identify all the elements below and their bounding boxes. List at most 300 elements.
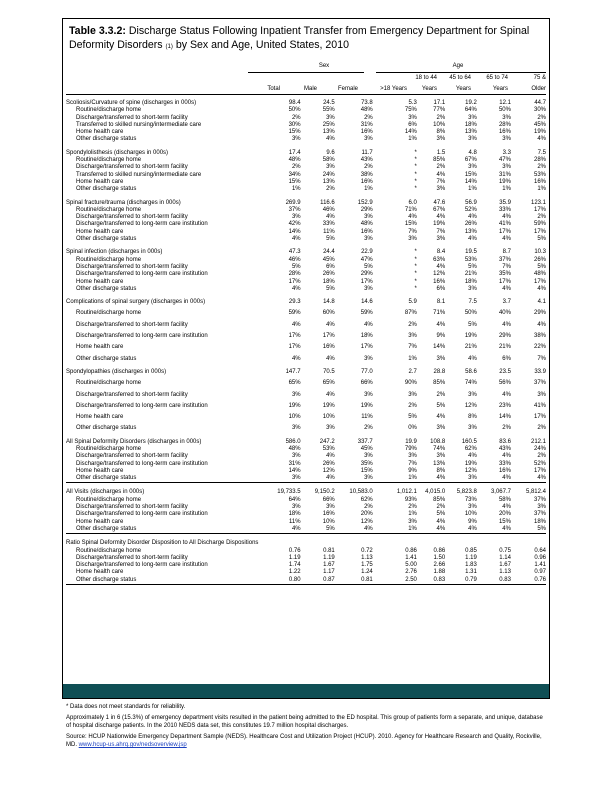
table-row <box>66 453 546 460</box>
cell-value: 6.0 <box>408 199 417 206</box>
table-row <box>66 115 546 122</box>
cell-value: 7% <box>408 228 417 235</box>
row-label: Home health care <box>76 518 124 525</box>
cell-value: 4% <box>258 526 300 534</box>
cell-value: 3% <box>326 164 335 171</box>
cell-value: 19.9 <box>405 438 417 445</box>
table-row <box>66 555 546 562</box>
cell-value: 4% <box>502 285 511 292</box>
cell-value: 4% <box>436 171 446 178</box>
cell-value: 8.4 <box>436 249 446 256</box>
row-label: Routine/discharge home <box>76 445 142 452</box>
cell-value: 48% <box>360 221 373 228</box>
cell-value <box>373 540 417 547</box>
cell-value: 1% <box>291 186 301 193</box>
cell-value: 0.76 <box>288 547 301 554</box>
cell-value: 12% <box>464 467 477 474</box>
cell-value: 18% <box>533 518 546 525</box>
cell-value: 24.4 <box>323 249 335 256</box>
cell-value: 3% <box>468 114 477 121</box>
cell-value: 48% <box>533 271 546 278</box>
cell-value: 14.8 <box>323 299 335 306</box>
row-label: Transferred to skilled nursing/intermediate care <box>76 171 202 178</box>
cell-value: 2% <box>364 114 373 121</box>
cell-value: 29% <box>360 271 373 278</box>
cell-value: 1.24 <box>361 569 373 576</box>
cell-value: 2% <box>291 164 301 171</box>
cell-value: 17% <box>360 278 373 285</box>
cell-value: 4% <box>291 321 301 328</box>
cell-value: 7.5 <box>468 299 477 306</box>
cell-value: 33.9 <box>534 368 546 375</box>
cell-value: 3% <box>436 425 446 432</box>
column-header-line2: Total <box>267 86 280 92</box>
cell-value: 4% <box>477 526 511 534</box>
row-label: Other discharge status <box>66 526 258 534</box>
cell-value: 1.41 <box>405 554 417 561</box>
cell-value: 85% <box>433 496 446 503</box>
cell-value: 43% <box>498 445 511 452</box>
cell-value: 147.7 <box>285 368 301 375</box>
cell-value: 48% <box>360 107 373 114</box>
cell-value: 7% <box>502 263 511 270</box>
cell-value: 4% <box>364 321 373 328</box>
cell-value: 28% <box>533 157 546 164</box>
cell-value: 337.7 <box>357 438 373 445</box>
cell-value: 28% <box>498 121 511 128</box>
cell-value: 2% <box>537 164 546 171</box>
table-row <box>66 310 546 317</box>
cell-value: 35% <box>360 460 373 467</box>
cell-value: 52% <box>464 206 477 213</box>
title-text-2: by Sex and Age, United States, 2010 <box>172 39 349 51</box>
cell-value: 2% <box>291 114 301 121</box>
table-row <box>66 264 546 271</box>
cell-value: 50% <box>498 107 511 114</box>
section-header-row <box>66 439 546 446</box>
section-title: Spinal fracture/trauma (discharges in 000s) <box>66 199 181 206</box>
cell-value: 62% <box>360 496 373 503</box>
cell-value: 46% <box>322 206 335 213</box>
cell-value: 0.64 <box>534 547 546 554</box>
row-label: Discharge/transferred to short-term facility <box>76 504 188 511</box>
row-label: Discharge/transferred to long-term care institution <box>76 562 208 569</box>
cell-value: 60% <box>322 310 335 317</box>
cell-value: 152.9 <box>357 199 373 206</box>
cell-value: 4% <box>468 236 477 243</box>
table-row <box>66 122 546 129</box>
cell-value: 19,733.5 <box>277 489 301 496</box>
cell-value: * <box>414 157 417 164</box>
cell-value: 4% <box>417 475 445 483</box>
header-rule <box>66 94 546 95</box>
cell-value: 9% <box>436 333 446 340</box>
row-label: Routine/discharge home <box>76 206 142 213</box>
column-header-line1: 18 to 44 <box>415 75 437 81</box>
cell-value: 4% <box>291 236 301 243</box>
section-title: Spinal infection (discharges in 000s) <box>66 249 163 256</box>
cell-value: 47.6 <box>433 199 446 206</box>
cell-value: 16% <box>322 511 335 518</box>
cell-value: 4% <box>511 475 546 483</box>
cell-value: 11% <box>323 228 335 235</box>
table-row <box>66 356 546 363</box>
cell-value: 19% <box>498 178 511 185</box>
cell-value: 0.85 <box>465 547 477 554</box>
row-label: Discharge/transferred to short-term facility <box>76 164 188 171</box>
table-number: Table 3.3.2: <box>69 25 126 37</box>
cell-value: 29% <box>498 333 511 340</box>
cell-value: 20% <box>360 511 373 518</box>
cell-value: 2% <box>364 425 373 432</box>
cell-value: 3% <box>364 453 373 460</box>
row-label: Other discharge status <box>66 577 258 585</box>
cell-value: 17% <box>533 206 546 213</box>
cell-value: 59% <box>288 310 301 317</box>
cell-value: 19% <box>533 129 546 136</box>
cell-value: 0.72 <box>361 547 373 554</box>
cell-value: 4% <box>326 136 335 143</box>
cell-value: 4% <box>436 214 446 221</box>
table-row <box>66 257 546 264</box>
title-note: (1) <box>165 44 173 50</box>
row-label: Other discharge status <box>76 136 137 143</box>
row-label: Discharge/transferred to long-term care institution <box>76 271 208 278</box>
table-row <box>66 207 546 214</box>
cell-value: 160.5 <box>461 438 477 445</box>
row-label: Discharge/transferred to long-term care institution <box>76 221 208 228</box>
cell-value: 64% <box>288 496 301 503</box>
cell-value: 5% <box>436 511 446 518</box>
cell-value: 10% <box>464 511 477 518</box>
reliability-note: * Data does not meet standards for reliability. <box>66 704 186 710</box>
cell-value: 4% <box>326 391 335 398</box>
cell-value: 12.1 <box>499 100 511 106</box>
table-row <box>66 526 546 534</box>
cell-value: 0.96 <box>534 554 546 561</box>
table-row <box>66 157 546 164</box>
cell-value: 37% <box>533 380 546 387</box>
table-row <box>66 271 546 278</box>
title-text: Discharge Status Following Inpatient Transfer from Emergency Department for Spinal Deformity Disorders <box>69 25 530 51</box>
cell-value: 20% <box>498 511 511 518</box>
cell-value: 23.5 <box>499 368 511 375</box>
cell-value: 4% <box>408 214 417 221</box>
cell-value: 45% <box>533 121 546 128</box>
cell-value: 41% <box>533 402 546 409</box>
cell-value: 15% <box>288 129 301 136</box>
cell-value: * <box>414 249 417 256</box>
row-label: Home health care <box>76 344 124 351</box>
row-label: Discharge/transferred to short-term facility <box>76 453 188 460</box>
column-header-line1: 45 to 64 <box>449 75 471 81</box>
cell-value: 4% <box>468 355 477 362</box>
row-label: Discharge/transferred to short-term facility <box>76 554 188 561</box>
cell-value: 3% <box>436 136 446 143</box>
cell-value: 3% <box>436 186 446 193</box>
row-label: Other discharge status <box>76 236 137 243</box>
cell-value: 4% <box>502 214 511 221</box>
table-row <box>66 333 546 340</box>
cell-value: 6% <box>436 285 446 292</box>
cell-value: 2% <box>364 504 373 511</box>
cell-value: 1.19 <box>288 554 301 561</box>
cell-value: 19% <box>464 460 477 467</box>
approx-note: Approximately 1 in 6 (15.3%) of emergency department visits resulted in the patient being admitted to the ED hospital. This group of patients form a separate, and unique, database of hospital discharge patients. In the 2010 NEDS data set, this constitutes 19.7 million hospital discharges. <box>66 715 543 729</box>
cell-value: 4% <box>291 355 301 362</box>
section-header-row <box>66 540 546 547</box>
cell-value: 26% <box>322 271 335 278</box>
cell-value: 17% <box>533 414 546 421</box>
cell-value: 1% <box>364 186 373 193</box>
age-group-header: Age <box>452 63 464 69</box>
cell-value: 12% <box>464 402 477 409</box>
cell-value: 33% <box>322 221 335 228</box>
cell-value: 3% <box>326 504 335 511</box>
cell-value: 16% <box>498 467 511 474</box>
column-header-line2: >18 Years <box>380 86 407 92</box>
cell-value: 1.67 <box>323 562 335 569</box>
cell-value: 1.67 <box>499 562 511 569</box>
cell-value: 3% <box>408 333 417 340</box>
cell-value: 47% <box>498 157 511 164</box>
cell-value: 1.22 <box>288 569 301 576</box>
table-row <box>66 279 546 286</box>
cell-value: * <box>414 149 417 156</box>
cell-value: 2% <box>537 425 546 432</box>
cell-value: 85% <box>433 157 446 164</box>
cell-value: 7% <box>436 178 446 185</box>
cell-value: 18% <box>322 278 335 285</box>
page-title <box>69 24 539 54</box>
cell-value: 26% <box>464 221 477 228</box>
section-header-row <box>66 249 546 256</box>
table-row <box>66 414 546 421</box>
cell-value: 3% <box>502 114 511 121</box>
cell-value: 1.5 <box>436 149 446 156</box>
cell-value: 7% <box>537 355 546 362</box>
cell-value: 9% <box>468 518 477 525</box>
cell-value: 18% <box>464 278 477 285</box>
cell-value: 3% <box>468 425 477 432</box>
table-row <box>66 548 546 555</box>
cell-value: 2% <box>537 453 546 460</box>
section-title: Complications of spinal surgery (discharges in 000s) <box>66 299 206 306</box>
cell-value: 5% <box>301 526 335 534</box>
cell-value: 71% <box>433 310 446 317</box>
cell-value: 13% <box>322 178 335 185</box>
cell-value: 0.83 <box>477 577 511 585</box>
cell-value: 1.88 <box>433 569 446 576</box>
row-label: Other discharge status <box>66 475 258 483</box>
cell-value: 11% <box>289 518 301 525</box>
cell-value: 4% <box>326 355 335 362</box>
cell-value: 30% <box>288 121 301 128</box>
cell-value: 4% <box>445 526 477 534</box>
cell-value: 5% <box>468 321 477 328</box>
cell-value: 108.8 <box>430 438 446 445</box>
cell-value: 7.5 <box>537 149 546 156</box>
cell-value: 37% <box>498 256 511 263</box>
cell-value: 56% <box>498 380 511 387</box>
cell-value: 2% <box>502 425 511 432</box>
source-text: Source: HCUP Nationwide Emergency Department Sample (NEDS). Healthcare Cost and Utilization Project (HCUP). 2010. Agency for Healthcare Research and Quality, Rockville, MD. <box>66 734 542 748</box>
cell-value: 4% <box>335 526 373 534</box>
cell-value: 13% <box>464 129 477 136</box>
section-title: Ratio Spinal Deformity Disorder Disposition to All Discharge Dispositions <box>66 540 259 547</box>
cell-value: 29.3 <box>288 299 301 306</box>
cell-value: 4.8 <box>468 149 477 156</box>
cell-value: 247.2 <box>319 438 335 445</box>
row-label: Transferred to skilled nursing/intermediate care <box>76 121 202 128</box>
cell-value: 87% <box>404 310 417 317</box>
cell-value: 59% <box>533 221 546 228</box>
age-group-rule <box>376 72 546 73</box>
cell-value: 19% <box>288 402 301 409</box>
cell-value: 1.83 <box>465 562 477 569</box>
cell-value: 14.6 <box>361 299 373 306</box>
cell-value: 5% <box>408 414 417 421</box>
cell-value: 1.19 <box>323 554 335 561</box>
cell-value: 0.75 <box>499 547 511 554</box>
cell-value: 3% <box>502 164 511 171</box>
cell-value: 2% <box>436 114 446 121</box>
section-header-row <box>66 200 546 207</box>
row-label: Home health care <box>76 228 124 235</box>
cell-value: 4% <box>326 453 335 460</box>
cell-value: * <box>414 263 417 270</box>
accent-bar <box>63 684 549 698</box>
cell-value: 3% <box>364 236 373 243</box>
cell-value: 26% <box>322 460 335 467</box>
source-link[interactable]: www.hcup-us.ahrq.gov/nedsoverview.jsp <box>78 742 187 748</box>
section-title: All Visits (discharges in 000s) <box>66 489 145 496</box>
cell-value: 5.3 <box>408 100 417 106</box>
cell-value: 16% <box>322 344 335 351</box>
cell-value: 4% <box>436 263 446 270</box>
cell-value: 34% <box>288 171 301 178</box>
cell-value: 3% <box>537 391 546 398</box>
cell-value: 1% <box>373 475 417 483</box>
cell-value: 8% <box>468 414 477 421</box>
cell-value: 1,012.1 <box>396 489 417 496</box>
cell-value: 19% <box>433 221 446 228</box>
cell-value: 7% <box>408 460 417 467</box>
cell-value: 3% <box>364 136 373 143</box>
cell-value: 9.6 <box>326 149 335 156</box>
row-label: Home health care <box>76 129 124 136</box>
cell-value: 3% <box>502 136 511 143</box>
cell-value: 0.81 <box>335 577 373 585</box>
cell-value: 21% <box>498 344 511 351</box>
row-label: Routine/discharge home <box>76 310 142 317</box>
cell-value: 4% <box>326 214 335 221</box>
cell-value: 0.86 <box>433 547 446 554</box>
cell-value: 4% <box>436 321 446 328</box>
section-title: Spondylolisthesis (discharges in 000s) <box>66 149 169 156</box>
cell-value: 3.7 <box>502 299 511 306</box>
cell-value: 14% <box>498 414 511 421</box>
table-row <box>66 129 546 136</box>
cell-value: 75% <box>404 107 417 114</box>
cell-value: 77.0 <box>361 368 373 375</box>
cell-value: 10% <box>433 121 446 128</box>
section-title: Spondylopathies (discharges in 000s) <box>66 368 167 375</box>
cell-value <box>258 540 300 547</box>
cell-value: 0.87 <box>301 577 335 585</box>
cell-value: 0.86 <box>405 547 417 554</box>
cell-value: 14% <box>404 129 417 136</box>
cell-value: 11.7 <box>361 149 373 156</box>
row-label: Routine/discharge home <box>76 380 142 387</box>
cell-value: 3% <box>291 425 301 432</box>
cell-value: 4% <box>537 136 546 143</box>
cell-value: 3% <box>537 504 546 511</box>
cell-value: 3% <box>258 475 300 483</box>
cell-value: 8% <box>436 129 446 136</box>
cell-value: 4.1 <box>537 299 546 306</box>
cell-value: 4% <box>326 321 335 328</box>
cell-value: 21% <box>464 344 477 351</box>
cell-value: 22.9 <box>361 249 373 256</box>
cell-value: 1.31 <box>465 569 477 576</box>
cell-value: 38% <box>533 333 546 340</box>
column-header-line2: Male <box>303 86 317 92</box>
cell-value: 41% <box>498 221 511 228</box>
column-header-line2: Years <box>492 86 508 92</box>
section-header-row <box>66 489 546 496</box>
cell-value: 1.50 <box>433 554 446 561</box>
cell-value: 269.9 <box>285 199 301 206</box>
cell-value: 18% <box>288 511 301 518</box>
row-label: Discharge/transferred to short-term facility <box>76 321 188 328</box>
row-label: Routine/discharge home <box>76 256 142 263</box>
row-label: Other discharge status <box>76 425 137 432</box>
table-row <box>66 179 546 186</box>
cell-value: 4% <box>436 518 446 525</box>
cell-value: 16% <box>360 129 373 136</box>
table-row <box>66 577 546 585</box>
cell-value: 3,067.7 <box>490 489 511 496</box>
cell-value: 1.14 <box>499 554 511 561</box>
table-row <box>66 236 546 243</box>
row-label: Home health care <box>76 467 124 474</box>
cell-value: 2% <box>436 391 446 398</box>
cell-value: 3% <box>364 285 373 292</box>
column-header-line1: 75 & <box>533 75 546 81</box>
cell-value: 13% <box>322 129 335 136</box>
cell-value: 14% <box>288 467 301 474</box>
cell-value: 2% <box>408 402 417 409</box>
cell-value: 15% <box>404 221 417 228</box>
cell-value: 19.5 <box>465 249 477 256</box>
cell-value: 50% <box>464 310 477 317</box>
cell-value: 1% <box>537 186 546 193</box>
cell-value: 4% <box>502 321 511 328</box>
cell-value: 18% <box>464 121 477 128</box>
table-row <box>66 164 546 171</box>
column-header-line2: Female <box>337 86 358 92</box>
row-label: Other discharge status <box>76 186 137 193</box>
cell-value: 17% <box>360 344 373 351</box>
cell-value: 56.9 <box>465 199 477 206</box>
cell-value: 4% <box>291 285 301 292</box>
cell-value: * <box>414 278 417 285</box>
cell-value: 24% <box>533 445 546 452</box>
cell-value: 1% <box>468 186 477 193</box>
row-label: Home health care <box>76 414 124 421</box>
cell-value: 4,015.0 <box>425 489 446 496</box>
